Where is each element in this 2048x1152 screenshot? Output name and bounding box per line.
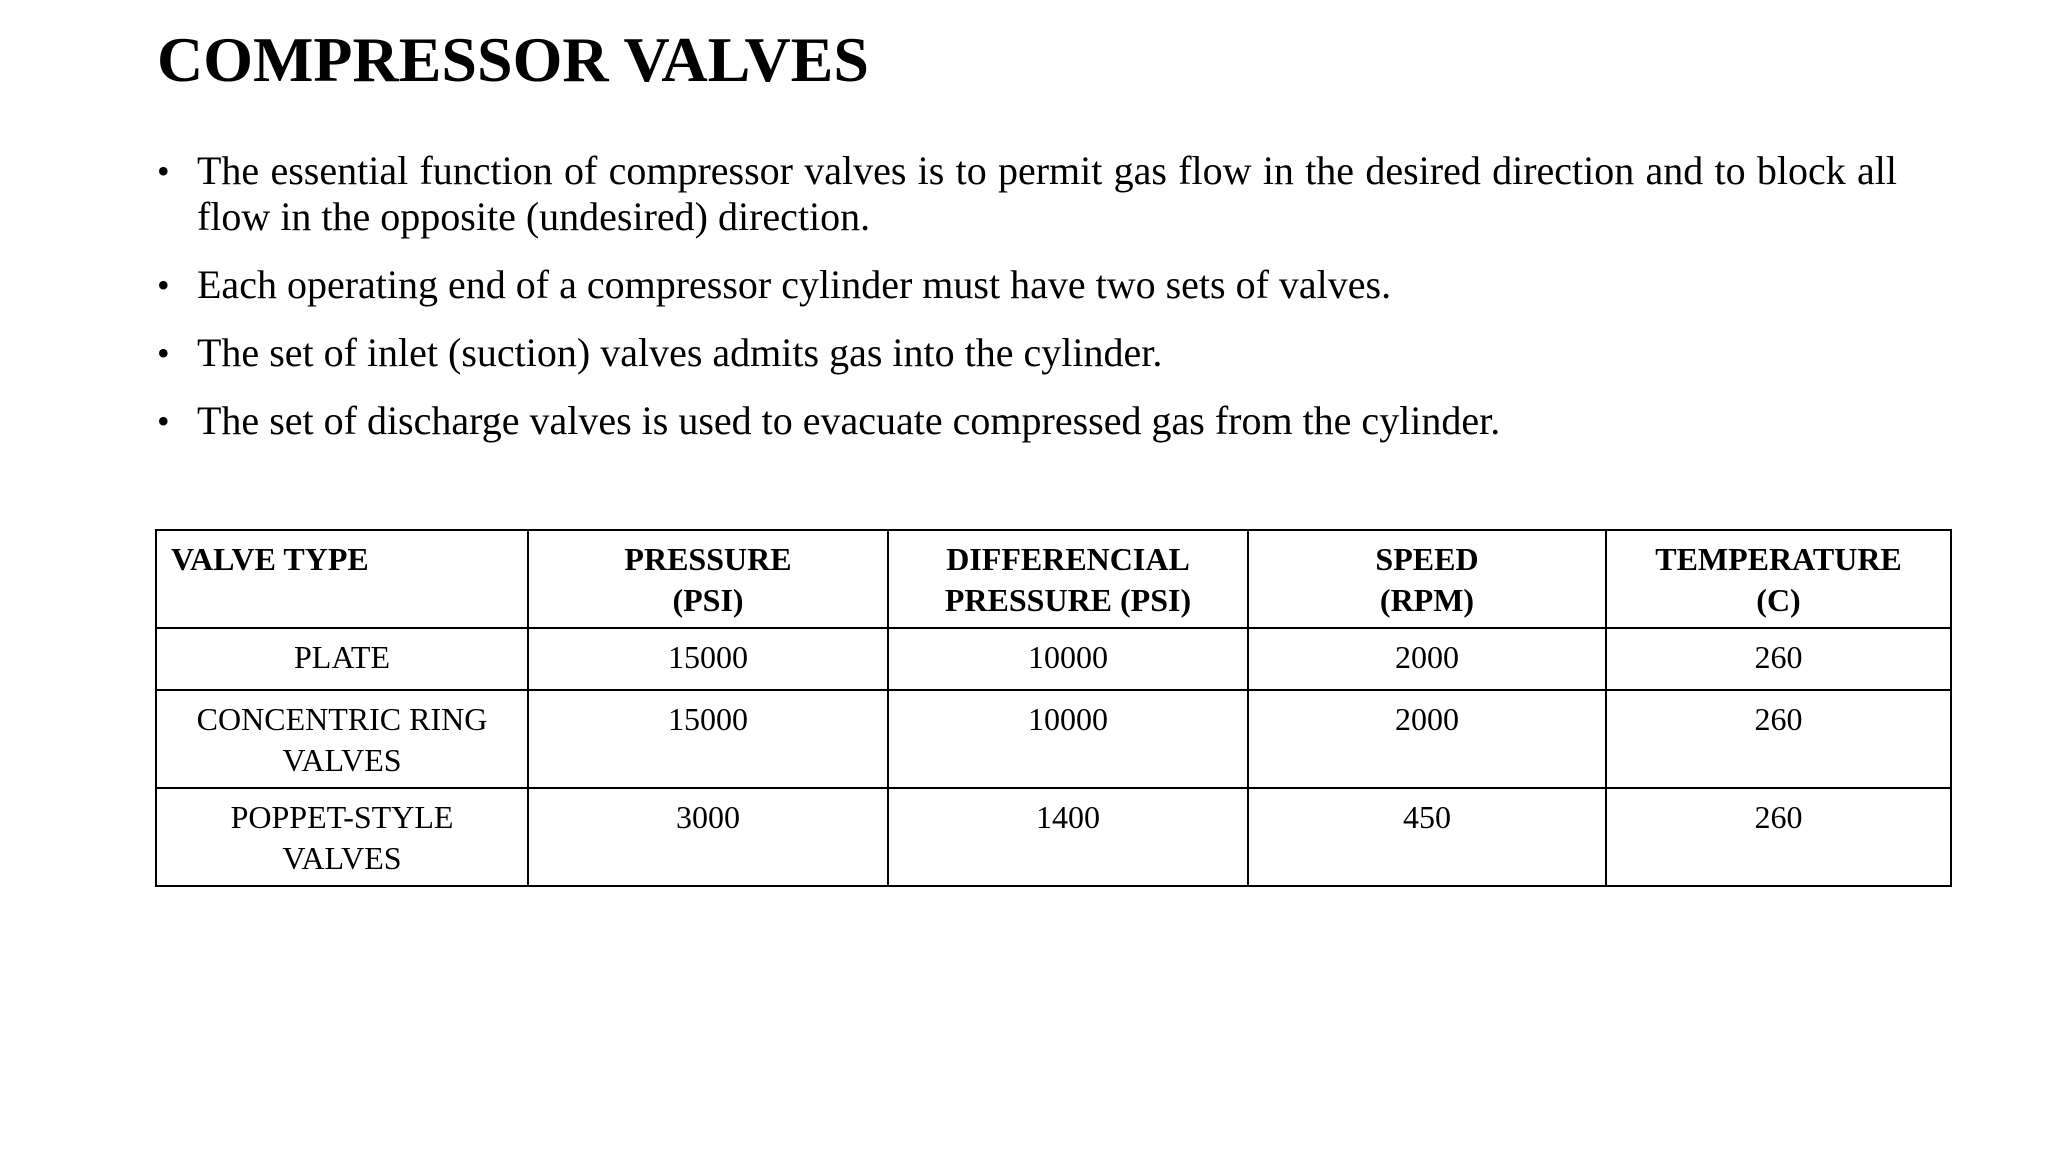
cell-temperature: 260	[1606, 690, 1951, 788]
cell-speed: 2000	[1248, 628, 1606, 690]
bullet-item	[157, 148, 1897, 240]
table-row	[156, 690, 1951, 788]
bullet-item	[157, 262, 1897, 308]
table-row	[156, 788, 1951, 886]
header-line: (PSI)	[672, 582, 744, 618]
cell-differential-pressure: 10000	[888, 690, 1248, 788]
bullet-item	[157, 330, 1897, 376]
cell-differential-pressure: 10000	[888, 628, 1248, 690]
cell-speed: 450	[1248, 788, 1606, 886]
header-temperature	[1606, 530, 1951, 628]
bullet-marker: •	[157, 333, 170, 373]
cell-temperature: 260	[1606, 628, 1951, 690]
header-line: PRESSURE (PSI)	[944, 582, 1192, 618]
bullet-list	[157, 148, 1897, 466]
cell-line: VALVES	[282, 840, 402, 876]
bullet-item	[157, 398, 1897, 444]
valve-specs-table	[155, 529, 1952, 887]
cell-valve-type	[156, 690, 528, 788]
cell-differential-pressure: 1400	[888, 788, 1248, 886]
cell-pressure: 3000	[528, 788, 888, 886]
bullet-text: Each operating end of a compressor cylinder must have two sets of valves.	[197, 262, 1392, 307]
bullet-text: The set of discharge valves is used to evacuate compressed gas from the cylinder.	[197, 398, 1501, 443]
cell-valve-type	[156, 788, 528, 886]
cell-pressure: 15000	[528, 628, 888, 690]
header-differential-pressure	[888, 530, 1248, 628]
slide-title: COMPRESSOR VALVES	[157, 24, 869, 95]
header-speed	[1248, 530, 1606, 628]
bullet-text: The essential function of compressor valves is to permit gas flow in the desired direction and to block all flow in the opposite (undesired) direction.	[197, 148, 1897, 239]
header-line: (C)	[1756, 582, 1801, 618]
cell-pressure: 15000	[528, 690, 888, 788]
bullet-marker: •	[157, 401, 170, 441]
header-line: DIFFERENCIAL	[946, 541, 1190, 577]
header-line: (RPM)	[1379, 582, 1475, 618]
table-row	[156, 628, 1951, 690]
header-line: PRESSURE	[624, 541, 792, 577]
cell-temperature: 260	[1606, 788, 1951, 886]
bullet-marker: •	[157, 151, 170, 191]
cell-line: PLATE	[294, 639, 390, 675]
bullet-marker: •	[157, 265, 170, 305]
cell-line: CONCENTRIC RING	[196, 701, 488, 737]
cell-line: VALVES	[282, 742, 402, 778]
cell-valve-type	[156, 628, 528, 690]
header-line: VALVE TYPE	[171, 541, 369, 577]
cell-line: POPPET-STYLE	[230, 799, 454, 835]
header-valve-type	[156, 530, 528, 628]
table-header-row	[156, 530, 1951, 628]
header-line: TEMPERATURE	[1655, 541, 1902, 577]
header-line: SPEED	[1375, 541, 1479, 577]
bullet-text: The set of inlet (suction) valves admits gas into the cylinder.	[197, 330, 1163, 375]
cell-speed: 2000	[1248, 690, 1606, 788]
header-pressure	[528, 530, 888, 628]
